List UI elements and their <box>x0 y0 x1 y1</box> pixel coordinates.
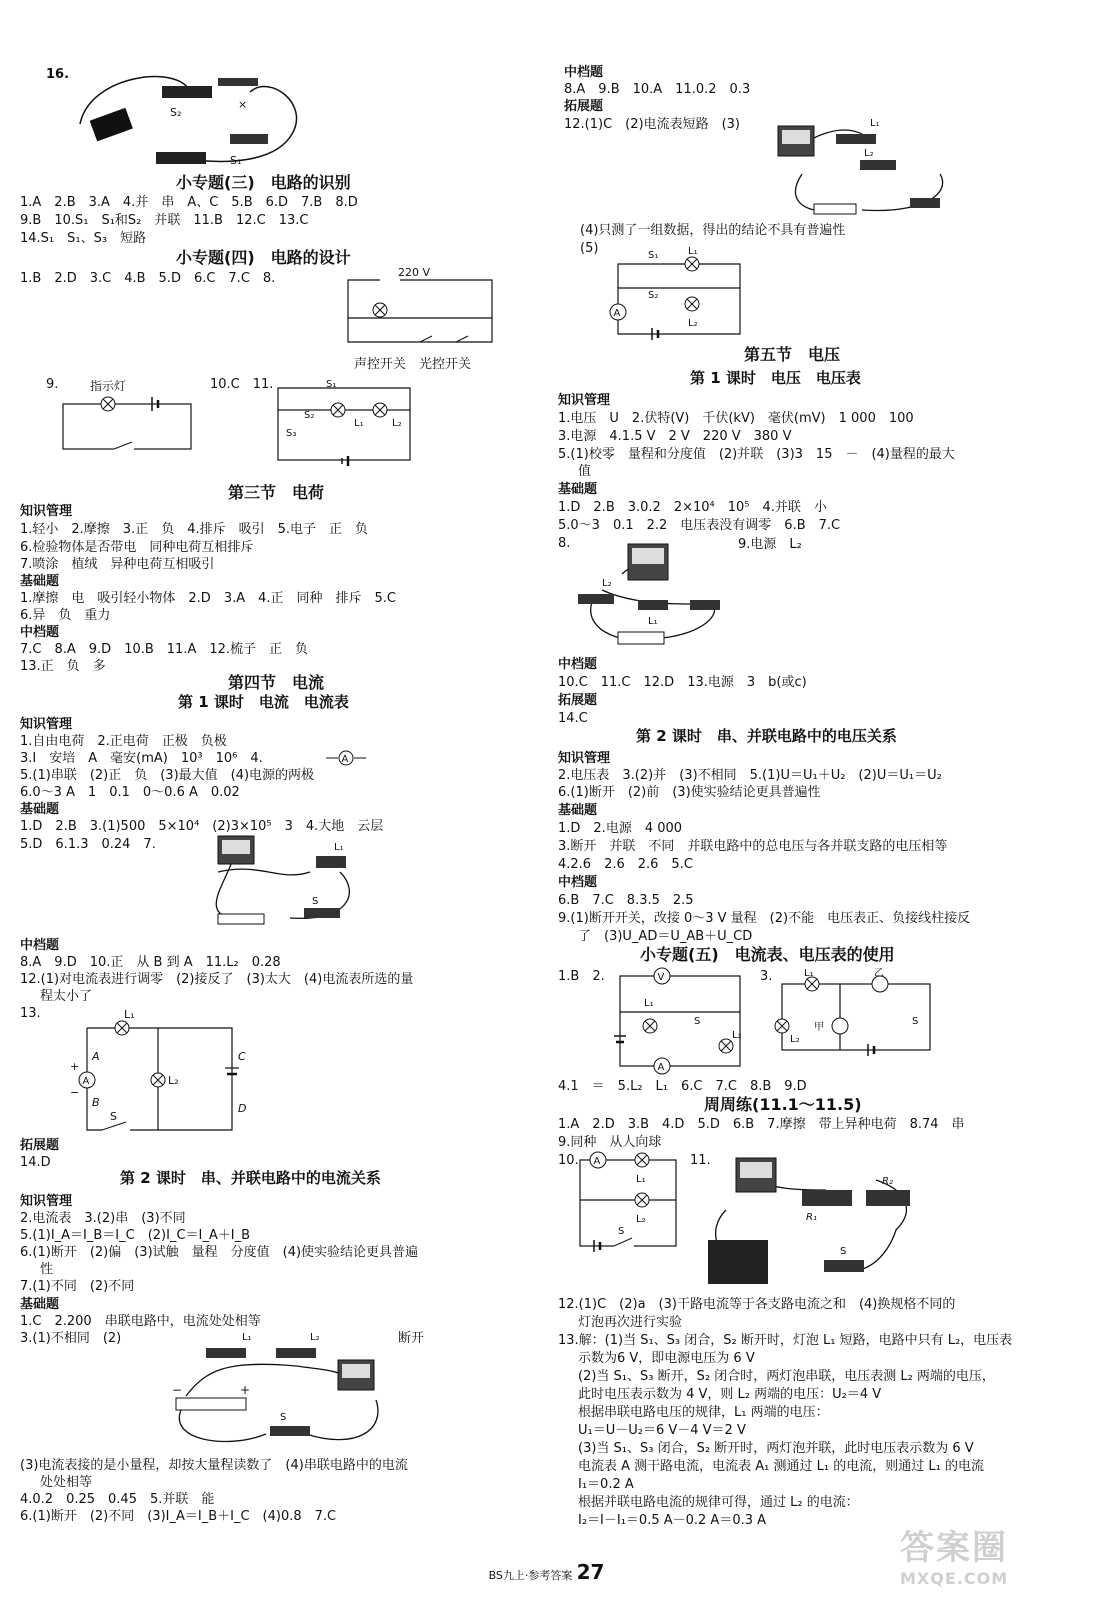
watermark-logo <box>900 1520 1070 1590</box>
s3-k-line-2: 6.检验物体是否带电 同种电荷互相排斥 <box>20 540 254 555</box>
svg-text:L₁: L₁ <box>870 118 880 129</box>
s4c2-basic-heading: 基础题 <box>20 1297 60 1312</box>
wk-q11-number: 11. <box>690 1153 711 1168</box>
sp4-voltage-label: 220 V <box>398 266 431 279</box>
sp5-q3-circuit <box>776 970 936 1056</box>
svg-text:L₂: L₂ <box>602 578 612 589</box>
s5c2-medium-heading: 中档题 <box>558 875 598 890</box>
s4c2-b-line-2: 3.(1)不相同 (2) <box>20 1331 122 1346</box>
r-q12-5-circuit <box>600 246 746 342</box>
section-4-title: 第四节 电流 <box>228 673 325 692</box>
svg-text:S: S <box>840 1246 847 1257</box>
s4c2-k-line-2: 5.(1)I_A＝I_B＝I_C (2)I_C＝I_A＋I_B <box>20 1228 251 1243</box>
svg-text:L₁: L₁ <box>636 1174 646 1185</box>
s4-q13-circuit <box>62 1010 258 1136</box>
svg-text:L₂: L₂ <box>310 1332 320 1343</box>
wk-line-5: 灯泡再次进行实验 <box>578 1315 683 1330</box>
s4-m-line-3: 程太小了 <box>40 989 93 1004</box>
s3-m-line-2: 13.正 负 多 <box>20 659 106 674</box>
weekly-practice-title: 周周练(11.1～11.5) <box>704 1095 862 1114</box>
r-extension-heading: 拓展题 <box>564 99 604 114</box>
s5-lesson-2-title: 第 2 课时 串、并联电路中的电压关系 <box>636 727 897 745</box>
s5-k-line-4: 值 <box>578 464 592 479</box>
wk-line-4: 12.(1)C (2)a (3)干路电流等于各支路电流之和 (4)换规格不同的 <box>558 1297 956 1312</box>
wk-q10-number: 10. <box>558 1153 579 1168</box>
svg-text:S₃: S₃ <box>286 428 297 439</box>
s5-b-line-3: 8. <box>558 536 571 551</box>
svg-text:R₂: R₂ <box>882 1176 893 1187</box>
s3-basic-heading: 基础题 <box>20 574 60 589</box>
wk-line-15: 根据并联电路电流的规律可得，通过 L₂ 的电流： <box>578 1495 859 1510</box>
svg-text:A: A <box>593 1156 601 1167</box>
s3-m-line-1: 7.C 8.A 9.D 10.B 11.A 12.梳子 正 负 <box>20 642 309 657</box>
s5c2-b-line-1: 1.D 2.电源 4 000 <box>558 821 683 836</box>
s4c2-b-line-5: 4.0.2 0.25 0.45 5.并联 能 <box>20 1492 215 1507</box>
s4c2-q3-circuit-illustration <box>166 1330 394 1456</box>
sp3-line-3: 14.S₁ S₁、S₃ 短路 <box>20 231 147 246</box>
s3-k-line-1: 1.轻小 2.摩擦 3.正 负 4.排斥 吸引 5.电子 正 负 <box>20 522 369 537</box>
svg-text:C: C <box>238 1050 246 1063</box>
r-medium-heading: 中档题 <box>564 65 604 80</box>
svg-text:L₁: L₁ <box>688 246 698 257</box>
s3-b-line-1: 1.摩擦 电 吸引轻小物体 2.D 3.A 4.正 同种 排斥 5.C <box>20 591 396 606</box>
s4-k-line-2: 3.I 安培 A 毫安(mA) 10³ 10⁶ 4. <box>20 751 263 766</box>
s3-knowledge-heading: 知识管理 <box>20 504 73 519</box>
sp4-line-1: 1.B 2.D 3.C 4.B 5.D 6.C 7.C 8. <box>20 271 276 286</box>
svg-text:L₁: L₁ <box>644 998 654 1009</box>
svg-text:R₁: R₁ <box>806 1212 817 1223</box>
svg-text:L₂: L₂ <box>168 1074 179 1087</box>
svg-text:L₁: L₁ <box>354 418 364 429</box>
s4-knowledge-heading: 知识管理 <box>20 717 73 732</box>
svg-text:S: S <box>912 1016 919 1027</box>
s4-q7-circuit-illustration <box>200 832 360 930</box>
svg-text:D: D <box>238 1102 247 1115</box>
wk-line-16: I₂＝I－I₁＝0.5 A－0.2 A＝0.3 A <box>578 1513 767 1528</box>
s4c2-b-line-1: 1.C 2.200 串联电路中，电流处处相等 <box>20 1314 261 1329</box>
s4-lesson-1-title: 第 1 课时 电流 电流表 <box>178 693 349 711</box>
svg-text:S: S <box>110 1110 117 1123</box>
wk-line-7: 示数为6 V，即电源电压为 6 V <box>578 1351 755 1366</box>
r-m-line-1: 8.A 9.B 10.A 11.0.2 0.3 <box>564 82 751 97</box>
r-x-line-2: (4)只测了一组数据，得出的结论不具有普遍性 <box>580 223 846 238</box>
s3-b-line-2: 6.异 负 重力 <box>20 608 111 623</box>
svg-text:L₂: L₂ <box>732 1030 742 1041</box>
page-number: 27 <box>576 1560 605 1584</box>
svg-text:S₁: S₁ <box>230 154 242 167</box>
s5-k-line-3: 5.(1)校零 量程和分度值 (2)并联 (3)3 15 － (4)量程的最大 <box>558 447 955 462</box>
sp4-q9-circuit <box>62 396 194 454</box>
svg-text:S: S <box>694 1016 701 1027</box>
s4-x-line-1: 14.D <box>20 1155 51 1170</box>
s5-m-line-1: 10.C 11.C 12.D 13.电源 3 b(或c) <box>558 675 807 690</box>
svg-text:A: A <box>82 1076 90 1087</box>
s5-k-line-1: 1.电压 U 2.伏特(V) 千伏(kV) 毫伏(mV) 1 000 100 <box>558 411 914 426</box>
s5c2-m-line-2: 9.(1)断开开关，改接 0～3 V 量程 (2)不能 电压表正、负接线柱接反 <box>558 911 971 926</box>
s5-knowledge-heading: 知识管理 <box>558 393 611 408</box>
special-topic-3-title: 小专题(三) 电路的识别 <box>176 173 351 192</box>
special-topic-5-title: 小专题(五) 电流表、电压表的使用 <box>640 945 895 964</box>
s3-medium-heading: 中档题 <box>20 625 60 640</box>
svg-text:L₁: L₁ <box>334 842 344 853</box>
ammeter-symbol <box>326 750 366 766</box>
q16-circuit-illustration <box>70 64 310 172</box>
s5-b-line-2: 5.0～3 0.1 2.2 电压表没有调零 6.B 7.C <box>558 518 841 533</box>
wk-line-2: 9.同种 从人向球 <box>558 1135 662 1150</box>
wk-line-6: 13.解：(1)当 S₁、S₃ 闭合，S₂ 断开时，灯泡 L₁ 短路，电路中只有 L₂，电压表 <box>558 1333 1013 1348</box>
s5c2-k-line-1: 2.电压表 3.(2)并 (3)不相同 5.(1)U＝U₁＋U₂ (2)U＝U₁＝U₂ <box>558 768 942 783</box>
s4-b-line-2: 5.D 6.1.3 0.24 7. <box>20 837 156 852</box>
wk-line-9: 此时电压表示数为 4 V，则 L₂ 两端的电压：U₂＝4 V <box>578 1387 882 1402</box>
s3-k-line-3: 7.喷涂 植绒 异种电荷互相吸引 <box>20 557 215 572</box>
svg-text:A: A <box>657 1062 665 1073</box>
wk-line-8: (2)当 S₁、S₃ 断开，S₂ 闭合时，两灯泡串联，电压表测 L₂ 两端的电压， <box>578 1369 995 1384</box>
sp4-q9-indicator-label: 指示灯 <box>90 379 127 393</box>
section-3-title: 第三节 电荷 <box>228 483 325 502</box>
s4c2-k-line-3: 6.(1)断开 (2)偏 (3)试触 量程 分度值 (4)使实验结论更具普遍 <box>20 1245 419 1260</box>
sp5-q3: 3. <box>760 969 773 984</box>
sp4-q9-number: 9. <box>46 377 59 392</box>
svg-text:S₁: S₁ <box>648 250 659 261</box>
sp4-q8-circuit <box>340 278 500 350</box>
s4c2-b-line-6: 6.(1)断开 (2)不同 (3)I_A＝I_B＋I_C (4)0.8 7.C <box>20 1509 337 1524</box>
s4-q13-number: 13. <box>20 1006 41 1021</box>
question-16-label: 16. <box>46 67 70 82</box>
s5-basic-heading: 基础题 <box>558 482 598 497</box>
svg-text:乙: 乙 <box>874 968 884 979</box>
svg-text:A: A <box>92 1050 100 1063</box>
sp3-line-1: 1.A 2.B 3.A 4.并 串 A、C 5.B 6.D 7.B 8.D <box>20 195 358 210</box>
s4-m-line-2: 12.(1)对电流表进行调零 (2)接反了 (3)太大 (4)电流表所选的量 <box>20 972 414 987</box>
s5c2-b-line-2: 3.断开 并联 不同 并联电路中的总电压与各并联支路的电压相等 <box>558 839 948 854</box>
svg-text:×: × <box>238 98 248 111</box>
s5c2-k-line-2: 6.(1)断开 (2)前 (3)使实验结论更具普遍性 <box>558 785 821 800</box>
s5-b-line-3-right: 9.电源 L₂ <box>738 537 802 552</box>
s4c2-k-line-1: 2.电流表 3.(2)串 (3)不同 <box>20 1211 186 1226</box>
sp3-line-2: 9.B 10.S₁ S₁和S₂ 并联 11.B 12.C 13.C <box>20 213 309 228</box>
svg-text:甲: 甲 <box>814 1022 824 1033</box>
s5c2-m-line-1: 6.B 7.C 8.3.5 2.5 <box>558 893 694 908</box>
svg-text:L₁: L₁ <box>804 968 814 979</box>
special-topic-4-title: 小专题(四) 电路的设计 <box>176 248 351 267</box>
svg-text:L₂: L₂ <box>636 1214 646 1225</box>
svg-text:B: B <box>92 1096 100 1109</box>
svg-text:A: A <box>613 308 621 319</box>
sp5-q2-circuit <box>610 962 750 1074</box>
watermark-text: 答案圈 <box>900 1528 1008 1568</box>
s5-lesson-1-title: 第 1 课时 电压 电压表 <box>690 369 861 387</box>
svg-text:L₂: L₂ <box>688 318 698 329</box>
svg-text:S₂: S₂ <box>170 106 182 119</box>
footer-book-label: BS九上·参考答案 <box>488 1569 573 1582</box>
r-x-line-3: (5) <box>580 241 599 256</box>
s4c2-b-line-3: (3)电流表接的是小量程，却按大量程读数了 (4)串联电路中的电流 <box>20 1458 408 1473</box>
s4-k-line-3: 5.(1)串联 (2)正 负 (3)最大值 (4)电源的两极 <box>20 768 315 783</box>
svg-text:S: S <box>312 896 319 907</box>
s5-q8-circuit-illustration <box>572 534 732 652</box>
svg-text:L₂: L₂ <box>790 1034 800 1045</box>
s4c2-knowledge-heading: 知识管理 <box>20 1194 73 1209</box>
r-q12-circuit-illustration <box>772 114 954 218</box>
s4-k-line-4: 6.0～3 A 1 0.1 0～0.6 A 0.02 <box>20 785 240 800</box>
sp4-q10-11: 10.C 11. <box>210 377 274 392</box>
sp5-answers: 4.1 ＝ 5.L₂ L₁ 6.C 7.C 8.B 9.D <box>558 1079 807 1094</box>
s4c2-k-line-4: 性 <box>40 1262 54 1277</box>
wk-line-13: 电流表 A 测干路电流，电流表 A₁ 测通过 L₁ 的电流，则通过 L₁ 的电流 <box>578 1459 984 1474</box>
wk-line-12: (3)当 S₁、S₃ 闭合，S₂ 断开时，两灯泡并联，此时电压表示数为 6 V <box>578 1441 974 1456</box>
s4-extension-heading: 拓展题 <box>20 1138 60 1153</box>
s4c2-b-line-2-right: 断开 <box>398 1331 425 1346</box>
svg-text:V: V <box>657 972 665 983</box>
svg-text:L₂: L₂ <box>392 418 402 429</box>
svg-text:S: S <box>618 1226 625 1237</box>
s5-extension-heading: 拓展题 <box>558 693 598 708</box>
s4-m-line-1: 8.A 9.D 10.正 从 B 到 A 11.L₂ 0.28 <box>20 955 281 970</box>
svg-text:L₁: L₁ <box>124 1008 135 1021</box>
svg-text:A: A <box>341 754 349 765</box>
svg-text:−: − <box>70 1086 80 1099</box>
svg-text:S₁: S₁ <box>326 379 337 390</box>
wk-line-1: 1.A 2.D 3.B 4.D 5.D 6.B 7.摩擦 带上异种电荷 8.74 串 <box>558 1117 965 1132</box>
s5c2-m-line-3: 了 (3)U_AD＝U_AB＋U_CD <box>578 929 753 944</box>
s4-basic-heading: 基础题 <box>20 802 60 817</box>
s5-k-line-2: 3.电源 4.1.5 V 2 V 220 V 380 V <box>558 429 792 444</box>
wk-q11-circuit-illustration <box>706 1150 916 1290</box>
s5-x-line-1: 14.C <box>558 711 588 726</box>
svg-text:+: + <box>70 1060 80 1073</box>
watermark-url: MXQE.COM <box>900 1569 1009 1588</box>
svg-text:L₂: L₂ <box>864 148 874 159</box>
s4c2-k-line-5: 7.(1)不同 (2)不同 <box>20 1279 135 1294</box>
s5-medium-heading: 中档题 <box>558 657 598 672</box>
wk-line-14: I₁＝0.2 A <box>578 1477 634 1492</box>
svg-text:L₁: L₁ <box>648 616 658 627</box>
s4-lesson-2-title: 第 2 课时 串、并联电路中的电流关系 <box>120 1169 381 1187</box>
s5c2-b-line-3: 4.2.6 2.6 2.6 5.C <box>558 857 693 872</box>
s5-b-line-1: 1.D 2.B 3.0.2 2×10⁴ 10⁵ 4.并联 小 <box>558 500 827 515</box>
s4-b-line-1: 1.D 2.B 3.(1)500 5×10⁴ (2)3×10⁵ 3 4.大地 云层 <box>20 819 384 834</box>
sp4-q11-circuit <box>276 378 414 466</box>
s5c2-knowledge-heading: 知识管理 <box>558 751 611 766</box>
sp5-q1-2: 1.B 2. <box>558 969 605 984</box>
wk-line-10: 根据串联电路电压的规律，L₁ 两端的电压： <box>578 1405 829 1420</box>
section-5-title: 第五节 电压 <box>744 345 841 364</box>
r-x-line-1: 12.(1)C (2)电流表短路 (3) <box>564 117 740 132</box>
svg-text:L₁: L₁ <box>242 1332 252 1343</box>
s4c2-b-line-4: 处处相等 <box>40 1475 93 1490</box>
s4-k-line-1: 1.自由电荷 2.正电荷 正极 负极 <box>20 734 227 749</box>
svg-text:S₂: S₂ <box>648 290 659 301</box>
svg-text:S₂: S₂ <box>304 410 315 421</box>
svg-text:S: S <box>280 1412 287 1423</box>
sp4-switch-labels: 声控开关 光控开关 <box>354 357 472 372</box>
svg-text:+: + <box>240 1383 251 1397</box>
wk-line-11: U₁＝U－U₂＝6 V－4 V＝2 V <box>578 1423 746 1438</box>
s5c2-basic-heading: 基础题 <box>558 803 598 818</box>
svg-text:−: − <box>172 1383 183 1397</box>
wk-q10-circuit <box>574 1152 684 1252</box>
s4-medium-heading: 中档题 <box>20 938 60 953</box>
